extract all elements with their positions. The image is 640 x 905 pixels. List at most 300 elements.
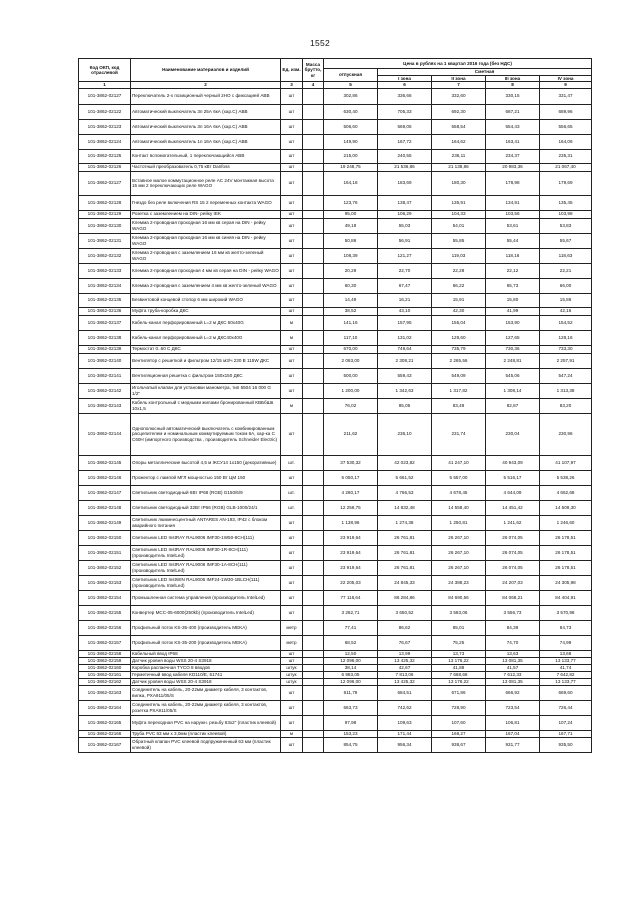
cell-outgoing-price: 663,73 — [324, 700, 378, 715]
cell-outgoing-price: 12 256,75 — [324, 500, 378, 515]
table-row — [79, 545, 592, 560]
cell-code: 101-3862-02160 — [79, 664, 131, 671]
cell-outgoing-price: 211,62 — [324, 413, 378, 455]
cell-name: Кабель-канал перфорированный L=2 м ДКС 60х40G — [131, 315, 281, 330]
cell-mass — [303, 104, 324, 119]
cell-zone4-price: 179,69 — [540, 171, 592, 195]
table-row — [79, 345, 592, 353]
cell-name: Розетка с заземлением на DIN- рейку IEK — [131, 210, 281, 218]
cell-zone1-price: 85,05 — [378, 398, 432, 413]
cell-zone2-price: 107,60 — [432, 715, 486, 730]
cell-outgoing-price: 630,40 — [324, 104, 378, 119]
cell-unit: шт — [281, 88, 303, 104]
cell-code: 101-3862-02131 — [79, 233, 131, 248]
cell-zone1-price: 109,63 — [378, 715, 432, 730]
cell-zone1-price: 42,67 — [378, 664, 432, 671]
cell-name: Игольчатый клапан для установки манометра, тип 5504 16 000 G 1/2" — [131, 383, 281, 398]
cell-code: 101-3862-02123 — [79, 119, 131, 134]
cell-zone4-price: 135,45 — [540, 195, 592, 210]
cell-zone4-price: 21 067,40 — [540, 163, 592, 171]
cell-zone4-price: 41 107,97 — [540, 455, 592, 470]
cell-outgoing-price: 153,23 — [324, 730, 378, 737]
cell-zone2-price: 231,74 — [432, 413, 486, 455]
cell-zone3-price: 730,36 — [486, 345, 540, 353]
cell-zone4-price: 53,83 — [540, 218, 592, 233]
cell-zone3-price: 40 943,09 — [486, 455, 540, 470]
cell-zone1-price: 1 274,38 — [378, 515, 432, 530]
cell-unit: шт — [281, 353, 303, 368]
cell-mass — [303, 413, 324, 455]
cell-unit: шт — [281, 345, 303, 353]
cell-zone3-price: 178,98 — [486, 171, 540, 195]
cell-outgoing-price: 60,30 — [324, 278, 378, 293]
cell-mass — [303, 715, 324, 730]
cell-unit: метр — [281, 620, 303, 635]
cell-zone3-price: 134,91 — [486, 195, 540, 210]
cell-zone4-price: 103,98 — [540, 210, 592, 218]
cell-outgoing-price: 38,52 — [324, 307, 378, 315]
cell-zone1-price: 26 761,81 — [378, 530, 432, 545]
cell-unit: штук — [281, 664, 303, 671]
cell-zone3-price: 687,21 — [486, 104, 540, 119]
cell-unit: шт — [281, 560, 303, 575]
cell-name: Профильный поток KS-35-400 (производитель MEKA) — [131, 620, 281, 635]
cell-mass — [303, 233, 324, 248]
cell-zone1-price: 16,21 — [378, 293, 432, 307]
cell-zone1-price: 336,66 — [378, 88, 432, 104]
cell-zone4-price: 107,24 — [540, 715, 592, 730]
cell-unit: шт — [281, 307, 303, 315]
cell-unit: шт — [281, 263, 303, 278]
table-row — [79, 119, 592, 134]
cell-unit: м — [281, 330, 303, 345]
col-zone1-header: I зона — [378, 75, 432, 82]
cell-zone3-price: 26 074,05 — [486, 560, 540, 575]
col-zone4-header: IV зона — [540, 75, 592, 82]
cell-unit: шт — [281, 134, 303, 149]
col-zone2-header: II зона — [432, 75, 486, 82]
cell-zone3-price: 84 068,21 — [486, 590, 540, 605]
cell-code: 101-3862-02146 — [79, 470, 131, 485]
cell-name: Светильник LED InstRAY RAL9006 IMF30-1W50-8CH(111) — [131, 530, 281, 545]
cell-zone3-price: 26 074,05 — [486, 545, 540, 560]
cell-zone1-price: 4 766,53 — [378, 485, 432, 500]
cell-code: 101-3862-02153 — [79, 575, 131, 590]
cell-zone4-price: 669,60 — [540, 685, 592, 700]
cell-zone3-price: 84,39 — [486, 620, 540, 635]
table-row — [79, 590, 592, 605]
cell-zone2-price: 26 267,10 — [432, 530, 486, 545]
cell-name: Вставное малое коммутационное реле AC 24V монтажная высота 15 мм 2 переключающих реле WAGO — [131, 171, 281, 195]
table-row — [79, 278, 592, 293]
cell-outgoing-price: 5 050,17 — [324, 470, 378, 485]
cell-unit: шт. — [281, 455, 303, 470]
table-row — [79, 353, 592, 368]
cell-code: 101-3862-02149 — [79, 515, 131, 530]
cell-mass — [303, 545, 324, 560]
cell-zone4-price: 2 257,91 — [540, 353, 592, 368]
cell-unit: штук — [281, 678, 303, 685]
cell-zone3-price: 330,15 — [486, 88, 540, 104]
cell-unit: шт — [281, 575, 303, 590]
cell-zone4-price: 733,30 — [540, 345, 592, 353]
cell-zone2-price: 83,48 — [432, 398, 486, 413]
col-index: 3 — [281, 82, 303, 89]
cell-code: 101-3862-02124 — [79, 134, 131, 149]
cell-mass — [303, 307, 324, 315]
cell-unit: шт — [281, 715, 303, 730]
cell-zone2-price: 1 317,82 — [432, 383, 486, 398]
cell-unit: шт — [281, 104, 303, 119]
cell-zone3-price: 82,87 — [486, 398, 540, 413]
cell-zone1-price: 86,62 — [378, 620, 432, 635]
cell-zone1-price: 86 284,86 — [378, 590, 432, 605]
cell-zone2-price: 236,11 — [432, 149, 486, 163]
cell-zone2-price: 135,91 — [432, 195, 486, 210]
cell-zone2-price: 13 176,22 — [432, 657, 486, 664]
cell-mass — [303, 248, 324, 263]
cell-mass — [303, 134, 324, 149]
cell-code: 101-3862-02136 — [79, 307, 131, 315]
cell-name: Светильник светодиодный 6Вт IP68 (RGB) G150/6/9 — [131, 485, 281, 500]
cell-zone4-price: 22,21 — [540, 263, 592, 278]
col-index: 6 — [378, 82, 432, 89]
cell-outgoing-price: 854,75 — [324, 737, 378, 752]
table-row — [79, 210, 592, 218]
cell-zone4-price: 726,44 — [540, 700, 592, 715]
cell-zone3-price: 74,70 — [486, 635, 540, 650]
cell-zone1-price: 13 425,32 — [378, 678, 432, 685]
cell-unit: шт — [281, 737, 303, 752]
cell-name: Однополюсный автоматический выключатель с комбинированным расцепителем и номинальным коммутируемым током 6А, хар-ка C C60H (импортного производства , производитель Schneider Electric) — [131, 413, 281, 455]
cell-zone3-price: 41,99 — [486, 307, 540, 315]
cell-outgoing-price: 50,86 — [324, 233, 378, 248]
cell-outgoing-price: 3 262,71 — [324, 605, 378, 620]
col-outgoing-header: отпускная — [324, 69, 378, 82]
cell-zone1-price: 14 832,48 — [378, 500, 432, 515]
cell-code: 101-3862-02151 — [79, 545, 131, 560]
cell-zone4-price: 55,67 — [540, 233, 592, 248]
cell-outgoing-price: 2 063,00 — [324, 353, 378, 368]
cell-zone3-price: 14 451,42 — [486, 500, 540, 515]
cell-code: 101-3862-02166 — [79, 730, 131, 737]
cell-zone3-price: 931,77 — [486, 737, 540, 752]
cell-zone3-price: 4 644,09 — [486, 485, 540, 500]
cell-outgoing-price: 37 530,32 — [324, 455, 378, 470]
cell-zone2-price: 128,60 — [432, 330, 486, 345]
table-row — [79, 218, 592, 233]
table-row — [79, 560, 592, 575]
cell-mass — [303, 650, 324, 657]
table-row — [79, 530, 592, 545]
cell-code: 101-3862-02161 — [79, 671, 131, 678]
cell-zone1-price: 121,27 — [378, 248, 432, 263]
cell-outgoing-price: 19 248,75 — [324, 163, 378, 171]
cell-unit: шт — [281, 515, 303, 530]
cell-zone3-price: 118,16 — [486, 248, 540, 263]
cell-mass — [303, 485, 324, 500]
cell-zone2-price: 85,01 — [432, 620, 486, 635]
cell-outgoing-price: 23 919,64 — [324, 545, 378, 560]
cell-outgoing-price: 49,18 — [324, 218, 378, 233]
table-row — [79, 620, 592, 635]
table-row — [79, 383, 592, 398]
cell-code: 101-3862-02143 — [79, 398, 131, 413]
cell-name: Гнездо без реле включения RS 15 2 переменных контакта WAGO — [131, 195, 281, 210]
cell-code: 101-3862-02155 — [79, 605, 131, 620]
cell-unit: шт — [281, 657, 303, 664]
cell-outgoing-price: 506,60 — [324, 119, 378, 134]
cell-name: Коробка распаечная ТYCO 8 вводов — [131, 664, 281, 671]
table-row — [79, 307, 592, 315]
cell-zone3-price: 106,81 — [486, 715, 540, 730]
cell-zone2-price: 13,73 — [432, 650, 486, 657]
cell-zone1-price: 22,70 — [378, 263, 432, 278]
cell-name: Клемма 2-проводная проходная 4 мм кв серая на DIN - рейку WAGO — [131, 263, 281, 278]
cell-zone2-price: 15,91 — [432, 293, 486, 307]
cell-code: 101-3862-02148 — [79, 500, 131, 515]
cell-zone2-price: 26 267,10 — [432, 545, 486, 560]
cell-zone2-price: 735,79 — [432, 345, 486, 353]
cell-unit: шт — [281, 545, 303, 560]
cell-mass — [303, 455, 324, 470]
cell-unit: шт — [281, 218, 303, 233]
cell-mass — [303, 293, 324, 307]
cell-zone2-price: 692,30 — [432, 104, 486, 119]
cell-code: 101-3862-02150 — [79, 530, 131, 545]
cell-name: Клемма 2-проводная проходная 16 мм кв синяя на DIN - рейку WAGO — [131, 233, 281, 248]
cell-code: 101-3862-02141 — [79, 368, 131, 383]
cell-code: 101-3862-02144 — [79, 413, 131, 455]
cell-zone1-price: 138,47 — [378, 195, 432, 210]
page-number: 1552 — [309, 38, 331, 48]
cell-name: Автоматический выключатель 3п 16А 6кА (хар.С) ABB — [131, 119, 281, 134]
cell-zone2-price: 549,09 — [432, 368, 486, 383]
cell-zone4-price: 7 642,82 — [540, 671, 592, 678]
cell-outgoing-price: 500,00 — [324, 368, 378, 383]
cell-outgoing-price: 6 983,05 — [324, 671, 378, 678]
cell-zone2-price: 164,62 — [432, 134, 486, 149]
cell-zone4-price: 118,63 — [540, 248, 592, 263]
cell-code: 101-3862-02163 — [79, 685, 131, 700]
cell-zone2-price: 332,60 — [432, 88, 486, 104]
cell-zone2-price: 168,27 — [432, 730, 486, 737]
cell-zone4-price: 13 133,77 — [540, 678, 592, 685]
cell-mass — [303, 210, 324, 218]
cell-mass — [303, 664, 324, 671]
cell-name: Светильник люминесцентный ANTARES AN-193, IP42 с блоком аварийного питания — [131, 515, 281, 530]
cell-zone4-price: 66,00 — [540, 278, 592, 293]
cell-zone3-price: 13 081,35 — [486, 678, 540, 685]
cell-zone3-price: 153,90 — [486, 315, 540, 330]
cell-zone4-price: 13,68 — [540, 650, 592, 657]
table-row — [79, 398, 592, 413]
cell-zone1-price: 21 536,86 — [378, 163, 432, 171]
cell-zone1-price: 42 023,82 — [378, 455, 432, 470]
cell-zone4-price: 13 133,77 — [540, 657, 592, 664]
cell-mass — [303, 737, 324, 752]
cell-mass — [303, 88, 324, 104]
cell-mass — [303, 218, 324, 233]
cell-unit: м — [281, 730, 303, 737]
cell-code: 101-3862-02135 — [79, 293, 131, 307]
cell-zone4-price: 4 662,68 — [540, 485, 592, 500]
cell-code: 101-3862-02159 — [79, 657, 131, 664]
table-row — [79, 650, 592, 657]
col-mass-header: Масса брутто, кг — [303, 59, 324, 82]
cell-zone2-price: 13 176,22 — [432, 678, 486, 685]
cell-zone4-price: 331,47 — [540, 88, 592, 104]
cell-code: 101-3862-02125 — [79, 149, 131, 163]
cell-zone3-price: 13 081,35 — [486, 657, 540, 664]
cell-zone3-price: 1 241,62 — [486, 515, 540, 530]
cell-unit: шт — [281, 163, 303, 171]
cell-zone2-price: 2 265,56 — [432, 353, 486, 368]
cell-mass — [303, 671, 324, 678]
table-row — [79, 730, 592, 737]
cell-zone4-price: 26 178,51 — [540, 560, 592, 575]
table-body — [79, 88, 592, 752]
cell-unit: шт — [281, 530, 303, 545]
cell-zone4-price: 154,52 — [540, 315, 592, 330]
cell-zone1-price: 167,72 — [378, 134, 432, 149]
cell-zone2-price: 104,33 — [432, 210, 486, 218]
col-name-header: Наименование материалов и изделий — [131, 59, 281, 82]
cell-mass — [303, 657, 324, 664]
cell-zone1-price: 240,55 — [378, 149, 432, 163]
cell-name: Прожектор с лампой МГЛ мощностью 150 Вт ЦМ 150 — [131, 470, 281, 485]
table-row — [79, 195, 592, 210]
cell-name: Кабель-канал перфорированный L=2 м ДКС40х40G — [131, 330, 281, 345]
cell-zone1-price: 24 845,33 — [378, 575, 432, 590]
col-unit-header: Ед. изм. — [281, 59, 303, 82]
cell-code: 101-3862-02129 — [79, 210, 131, 218]
cell-zone3-price: 167,04 — [486, 730, 540, 737]
table-row — [79, 485, 592, 500]
cell-outgoing-price: 12,50 — [324, 650, 378, 657]
cell-zone1-price: 236,10 — [378, 413, 432, 455]
cell-zone4-price: 15,86 — [540, 293, 592, 307]
cell-zone4-price: 235,31 — [540, 149, 592, 163]
cell-unit: шт — [281, 233, 303, 248]
cell-zone4-price: 84 404,91 — [540, 590, 592, 605]
cell-zone1-price: 5 661,52 — [378, 470, 432, 485]
cell-name: Светильник LED InstWIN RAL9006 IMF24-1W30-1BLCH(111) (производитель IntelLed) — [131, 575, 281, 590]
col-index: 7 — [432, 82, 486, 89]
cell-zone4-price: 1 246,60 — [540, 515, 592, 530]
cell-mass — [303, 605, 324, 620]
cell-zone2-price: 180,30 — [432, 171, 486, 195]
cell-code: 101-3862-02127 — [79, 171, 131, 195]
cell-zone1-price: 171,44 — [378, 730, 432, 737]
cell-zone1-price: 76,67 — [378, 635, 432, 650]
cell-zone1-price: 7 813,06 — [378, 671, 432, 678]
cell-outgoing-price: 97,98 — [324, 715, 378, 730]
cell-code: 101-3862-02133 — [79, 263, 131, 278]
cell-name: Клемма 2-проводная с заземлением 4 мм кв желто-зеленый WAGO — [131, 278, 281, 293]
cell-zone1-price: 43,10 — [378, 307, 432, 315]
cell-outgoing-price: 1 138,96 — [324, 515, 378, 530]
cell-zone2-price: 3 583,06 — [432, 605, 486, 620]
cell-outgoing-price: 12 096,00 — [324, 657, 378, 664]
cell-mass — [303, 635, 324, 650]
cell-zone4-price: 84,73 — [540, 620, 592, 635]
table-row — [79, 248, 592, 263]
cell-zone2-price: 671,86 — [432, 685, 486, 700]
cell-zone3-price: 554,43 — [486, 119, 540, 134]
cell-unit: шт — [281, 650, 303, 657]
cell-zone4-price: 164,06 — [540, 134, 592, 149]
cell-zone4-price: 230,96 — [540, 413, 592, 455]
cell-name: Клемма 2-проводная с заземлением 16 мм кв желто-зеленый WAGO — [131, 248, 281, 263]
cell-name: Датчик уровня воды WSS 20-4 S3918 — [131, 657, 281, 664]
cell-mass — [303, 470, 324, 485]
cell-name: Клемма 2-проводная проходная 16 мм кв серая на DIN - рейку WAGO — [131, 218, 281, 233]
cell-zone4-price: 935,50 — [540, 737, 592, 752]
cell-zone4-price: 3 570,98 — [540, 605, 592, 620]
cell-code: 101-3862-02156 — [79, 620, 131, 635]
cell-mass — [303, 500, 324, 515]
cell-mass — [303, 278, 324, 293]
cell-name: Опоры металлические высотой 4,5 м ЖСУ14 1х150 (декоративные) — [131, 455, 281, 470]
col-code-header: Код ОКП, код отраслевой — [79, 59, 131, 82]
cell-outgoing-price: 1 200,00 — [324, 383, 378, 398]
cell-zone4-price: 41,74 — [540, 664, 592, 671]
table-row — [79, 104, 592, 119]
col-index: 1 — [79, 82, 131, 89]
table-row — [79, 715, 592, 730]
cell-zone2-price: 728,90 — [432, 700, 486, 715]
table-row — [79, 413, 592, 455]
cell-zone1-price: 157,95 — [378, 315, 432, 330]
cell-outgoing-price: 23 919,64 — [324, 530, 378, 545]
col-estimated-header: Сметная — [378, 69, 592, 76]
cell-zone3-price: 5 516,17 — [486, 470, 540, 485]
cell-code: 101-3862-02154 — [79, 590, 131, 605]
column-index-row — [79, 82, 592, 89]
cell-zone2-price: 84 690,56 — [432, 590, 486, 605]
cell-unit: шт — [281, 278, 303, 293]
cell-zone2-price: 41 247,10 — [432, 455, 486, 470]
cell-zone1-price: 26 761,81 — [378, 560, 432, 575]
cell-outgoing-price: 4 260,17 — [324, 485, 378, 500]
cell-unit: м — [281, 315, 303, 330]
cell-name: Обратный клапан PVC клеевой подпружиненный 63 мм (пластик клеевой) — [131, 737, 281, 752]
cell-code: 101-3862-02165 — [79, 715, 131, 730]
table-row — [79, 293, 592, 307]
cell-zone4-price: 167,71 — [540, 730, 592, 737]
cell-zone2-price: 66,22 — [432, 278, 486, 293]
cell-unit: шт — [281, 605, 303, 620]
table-row — [79, 163, 592, 171]
cell-outgoing-price: 77 118,64 — [324, 590, 378, 605]
cell-code: 101-3862-02127 — [79, 88, 131, 104]
table-row — [79, 171, 592, 195]
cell-zone1-price: 13 425,32 — [378, 657, 432, 664]
table-row — [79, 575, 592, 590]
cell-unit: шт — [281, 119, 303, 134]
col-index: 5 — [324, 82, 378, 89]
table-row — [79, 330, 592, 345]
table-row — [79, 671, 592, 678]
cell-zone1-price: 2 308,21 — [378, 353, 432, 368]
cell-zone4-price: 128,16 — [540, 330, 592, 345]
cell-name: Соединитель на кабель, 20-22мм диаметр кабеля, 3 контактов, розетка РХА911/05/S — [131, 700, 281, 715]
col-index: 9 — [540, 82, 592, 89]
col-index: 2 — [131, 82, 281, 89]
cell-zone1-price: 56,91 — [378, 233, 432, 248]
cell-zone2-price: 42,30 — [432, 307, 486, 315]
